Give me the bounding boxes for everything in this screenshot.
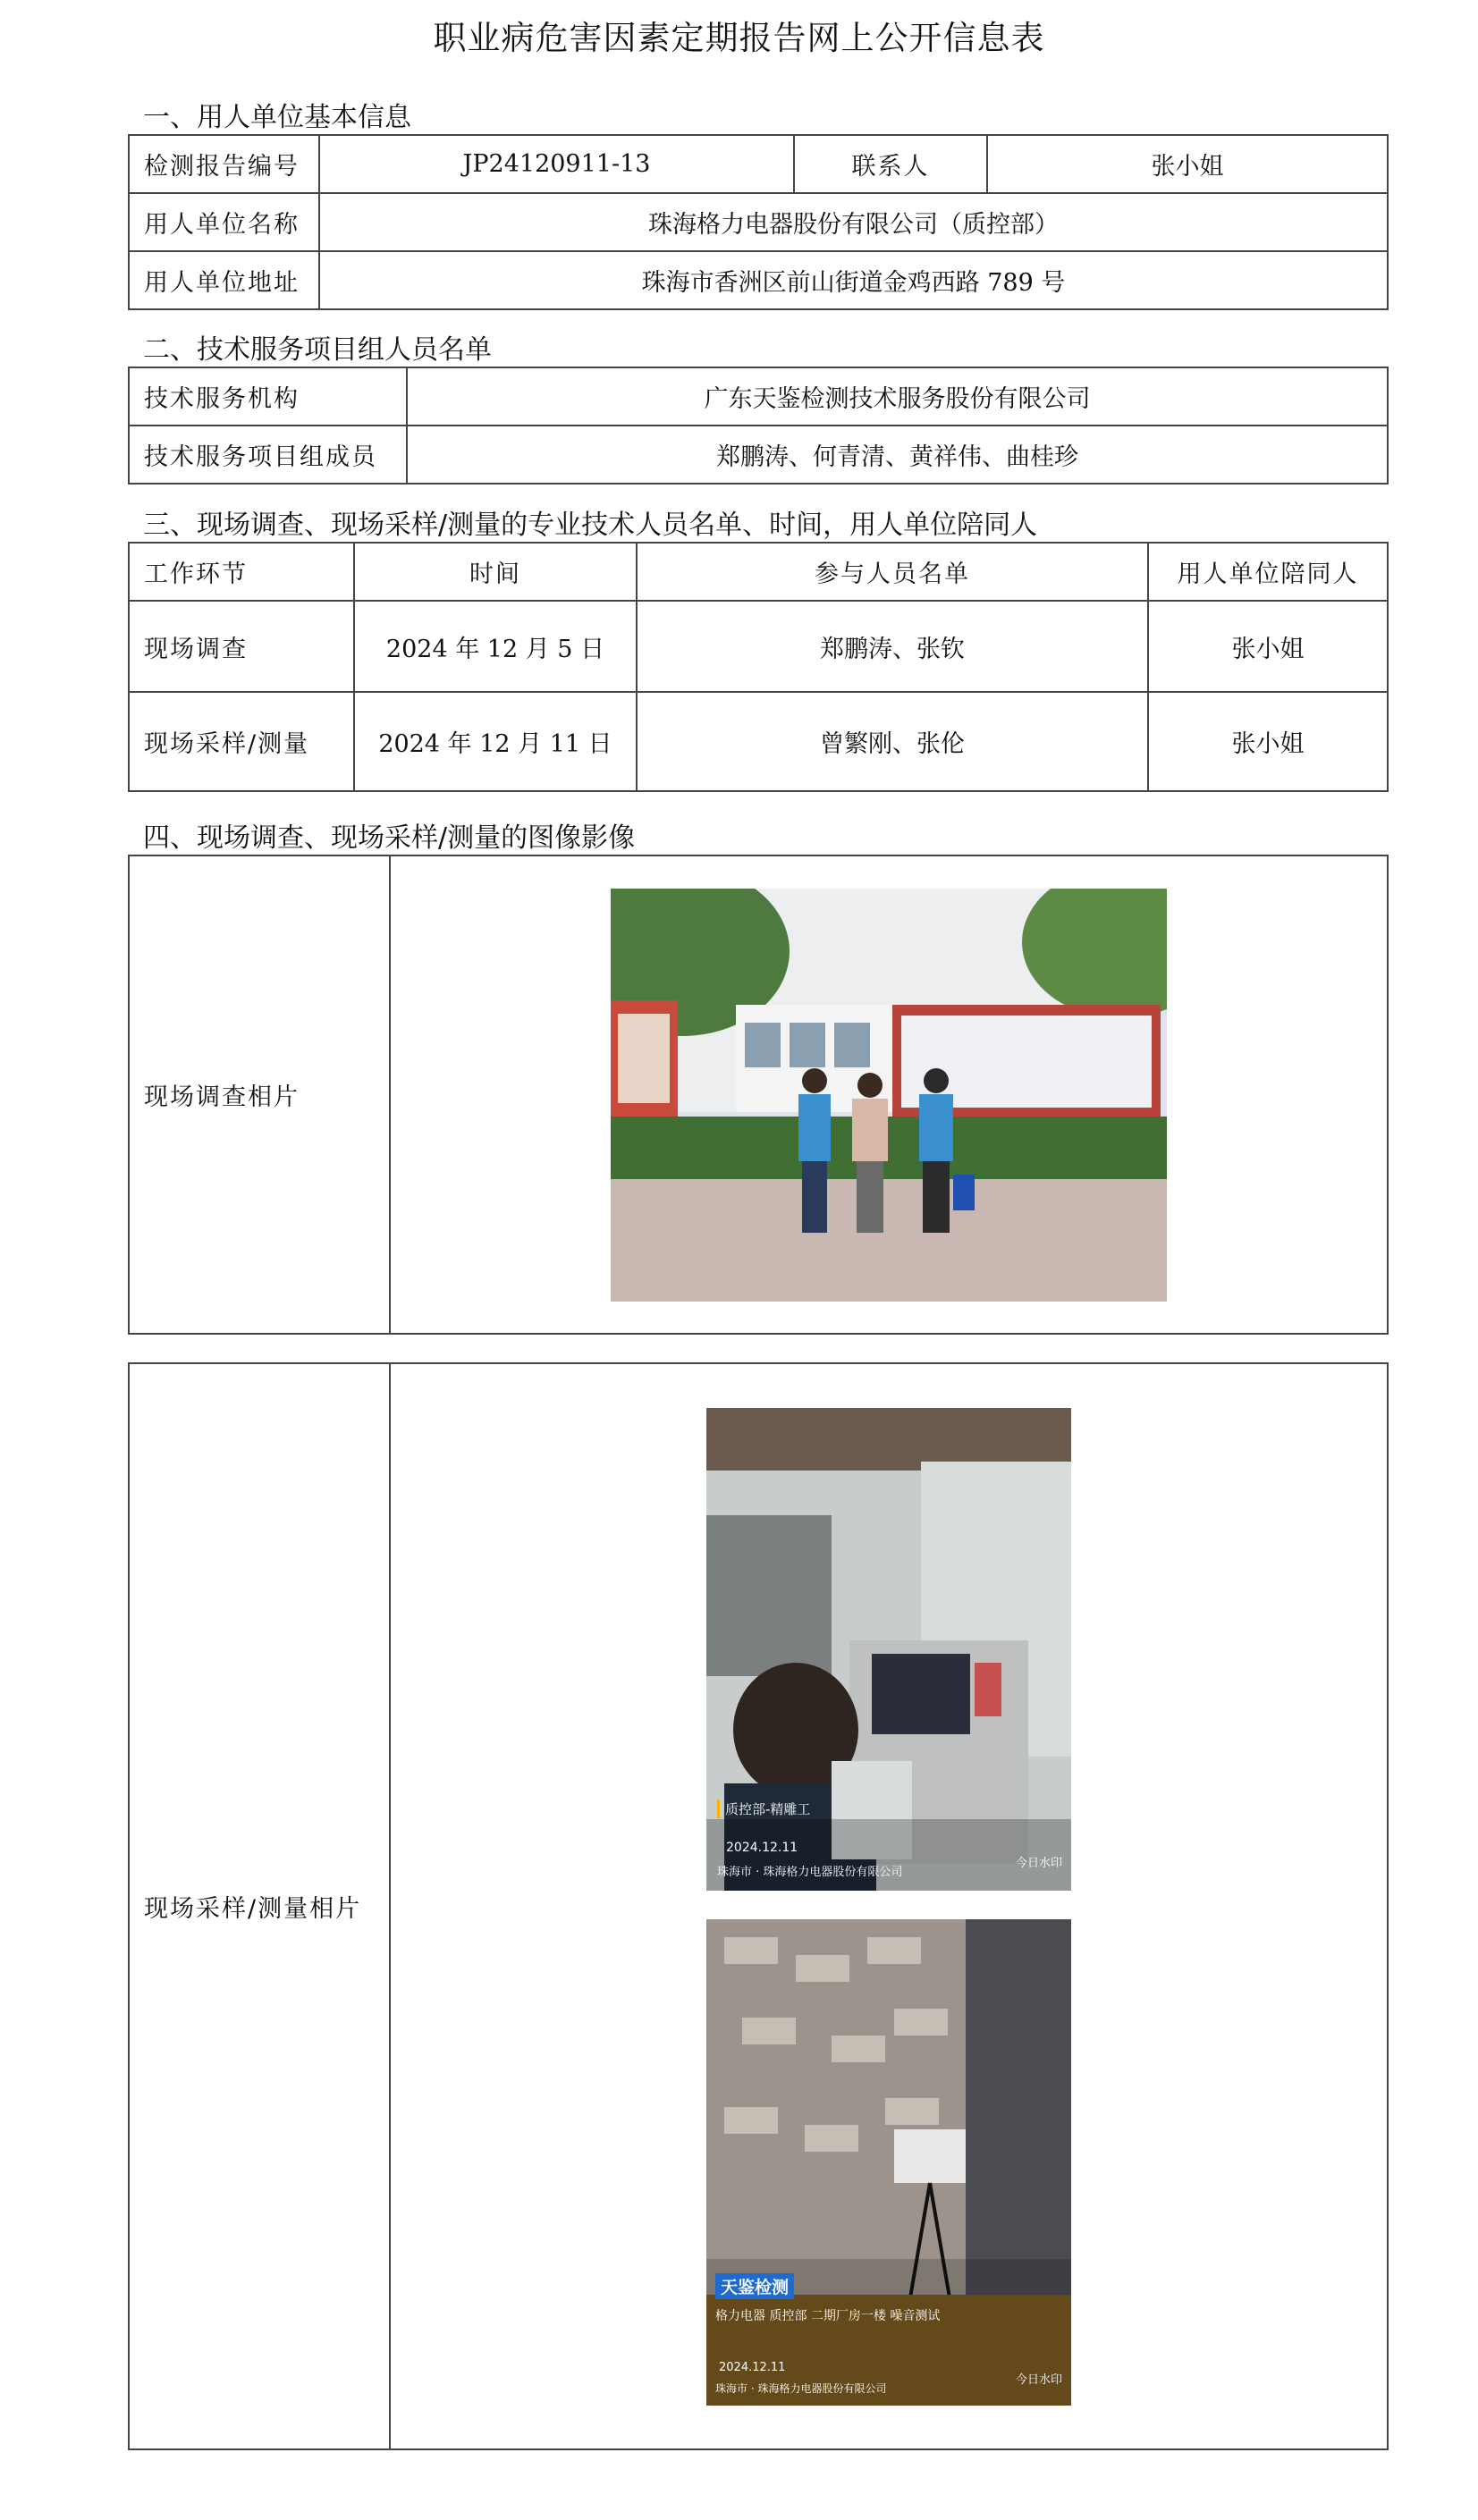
header-escort: 用人单位陪同人 (1148, 543, 1388, 601)
survey-photo-label: 现场调查相片 (129, 855, 390, 1334)
photo-2-brand: 天鉴检测 (715, 2273, 794, 2299)
contact-label: 联系人 (794, 135, 987, 193)
basic-info-table (128, 134, 1389, 310)
company-value: 珠海格力电器股份有限公司（质控部） (319, 193, 1388, 251)
address-value: 珠海市香洲区前山街道金鸡西路 789 号 (319, 251, 1388, 309)
survey-photo-table (128, 855, 1389, 1335)
org-value: 广东天鉴检测技术服务股份有限公司 (407, 367, 1388, 426)
team-table (128, 367, 1389, 485)
sampling-photo-table (128, 1362, 1389, 2450)
section-4-heading: 四、现场调查、现场采样/测量的图像影像 (143, 822, 636, 854)
report-no-value: JP24120911-13 (319, 135, 794, 193)
row-escort: 张小姐 (1148, 601, 1388, 692)
row-stage: 现场采样/测量 (129, 692, 354, 791)
section-2-heading: 二、技术服务项目组人员名单 (143, 334, 492, 366)
address-label: 用人单位地址 (129, 251, 319, 309)
photo-2-date: 2024.12.11 (719, 2360, 786, 2374)
section-1-heading: 一、用人单位基本信息 (143, 102, 411, 133)
sampling-photo-2 (706, 1919, 1071, 2406)
company-label: 用人单位名称 (129, 193, 319, 251)
members-label: 技术服务项目组成员 (129, 426, 407, 484)
row-date: 2024 年 12 月 11 日 (354, 692, 637, 791)
sampling-photo-1 (706, 1408, 1071, 1891)
photo-1-watermark: 今日水印 (1015, 1856, 1062, 1870)
members-value: 郑鹏涛、何青清、黄祥伟、曲桂珍 (407, 426, 1388, 484)
header-time: 时间 (354, 543, 637, 601)
header-people: 参与人员名单 (637, 543, 1148, 601)
row-escort: 张小姐 (1148, 692, 1388, 791)
photo-1-caption: 质控部-精雕工 (717, 1799, 810, 1818)
photo-2-caption: 格力电器 质控部 二期厂房一楼 噪音测试 (715, 2308, 941, 2323)
photo-2-watermark: 今日水印 (1015, 2373, 1062, 2387)
contact-value: 张小姐 (987, 135, 1388, 193)
photo-1-date: 2024.12.11 (726, 1840, 798, 1855)
row-people: 曾繁刚、张伦 (637, 692, 1148, 791)
section-3-heading: 三、现场调查、现场采样/测量的专业技术人员名单、时间，用人单位陪同人 (143, 510, 1038, 541)
photo-2-location: 珠海市 · 珠海格力电器股份有限公司 (715, 2381, 887, 2395)
page-title: 职业病危害因素定期报告网上公开信息表 (433, 19, 1045, 57)
survey-photo (611, 889, 1167, 1302)
header-stage: 工作环节 (129, 543, 354, 601)
report-no-label: 检测报告编号 (129, 135, 319, 193)
table-row (129, 692, 1388, 791)
photo-1-location: 珠海市 · 珠海格力电器股份有限公司 (717, 1865, 903, 1879)
sampling-photo-label: 现场采样/测量相片 (129, 1363, 390, 2449)
org-label: 技术服务机构 (129, 367, 407, 426)
row-stage: 现场调查 (129, 601, 354, 692)
row-people: 郑鹏涛、张钦 (637, 601, 1148, 692)
table-row (129, 601, 1388, 692)
schedule-table (128, 542, 1389, 792)
row-date: 2024 年 12 月 5 日 (354, 601, 637, 692)
